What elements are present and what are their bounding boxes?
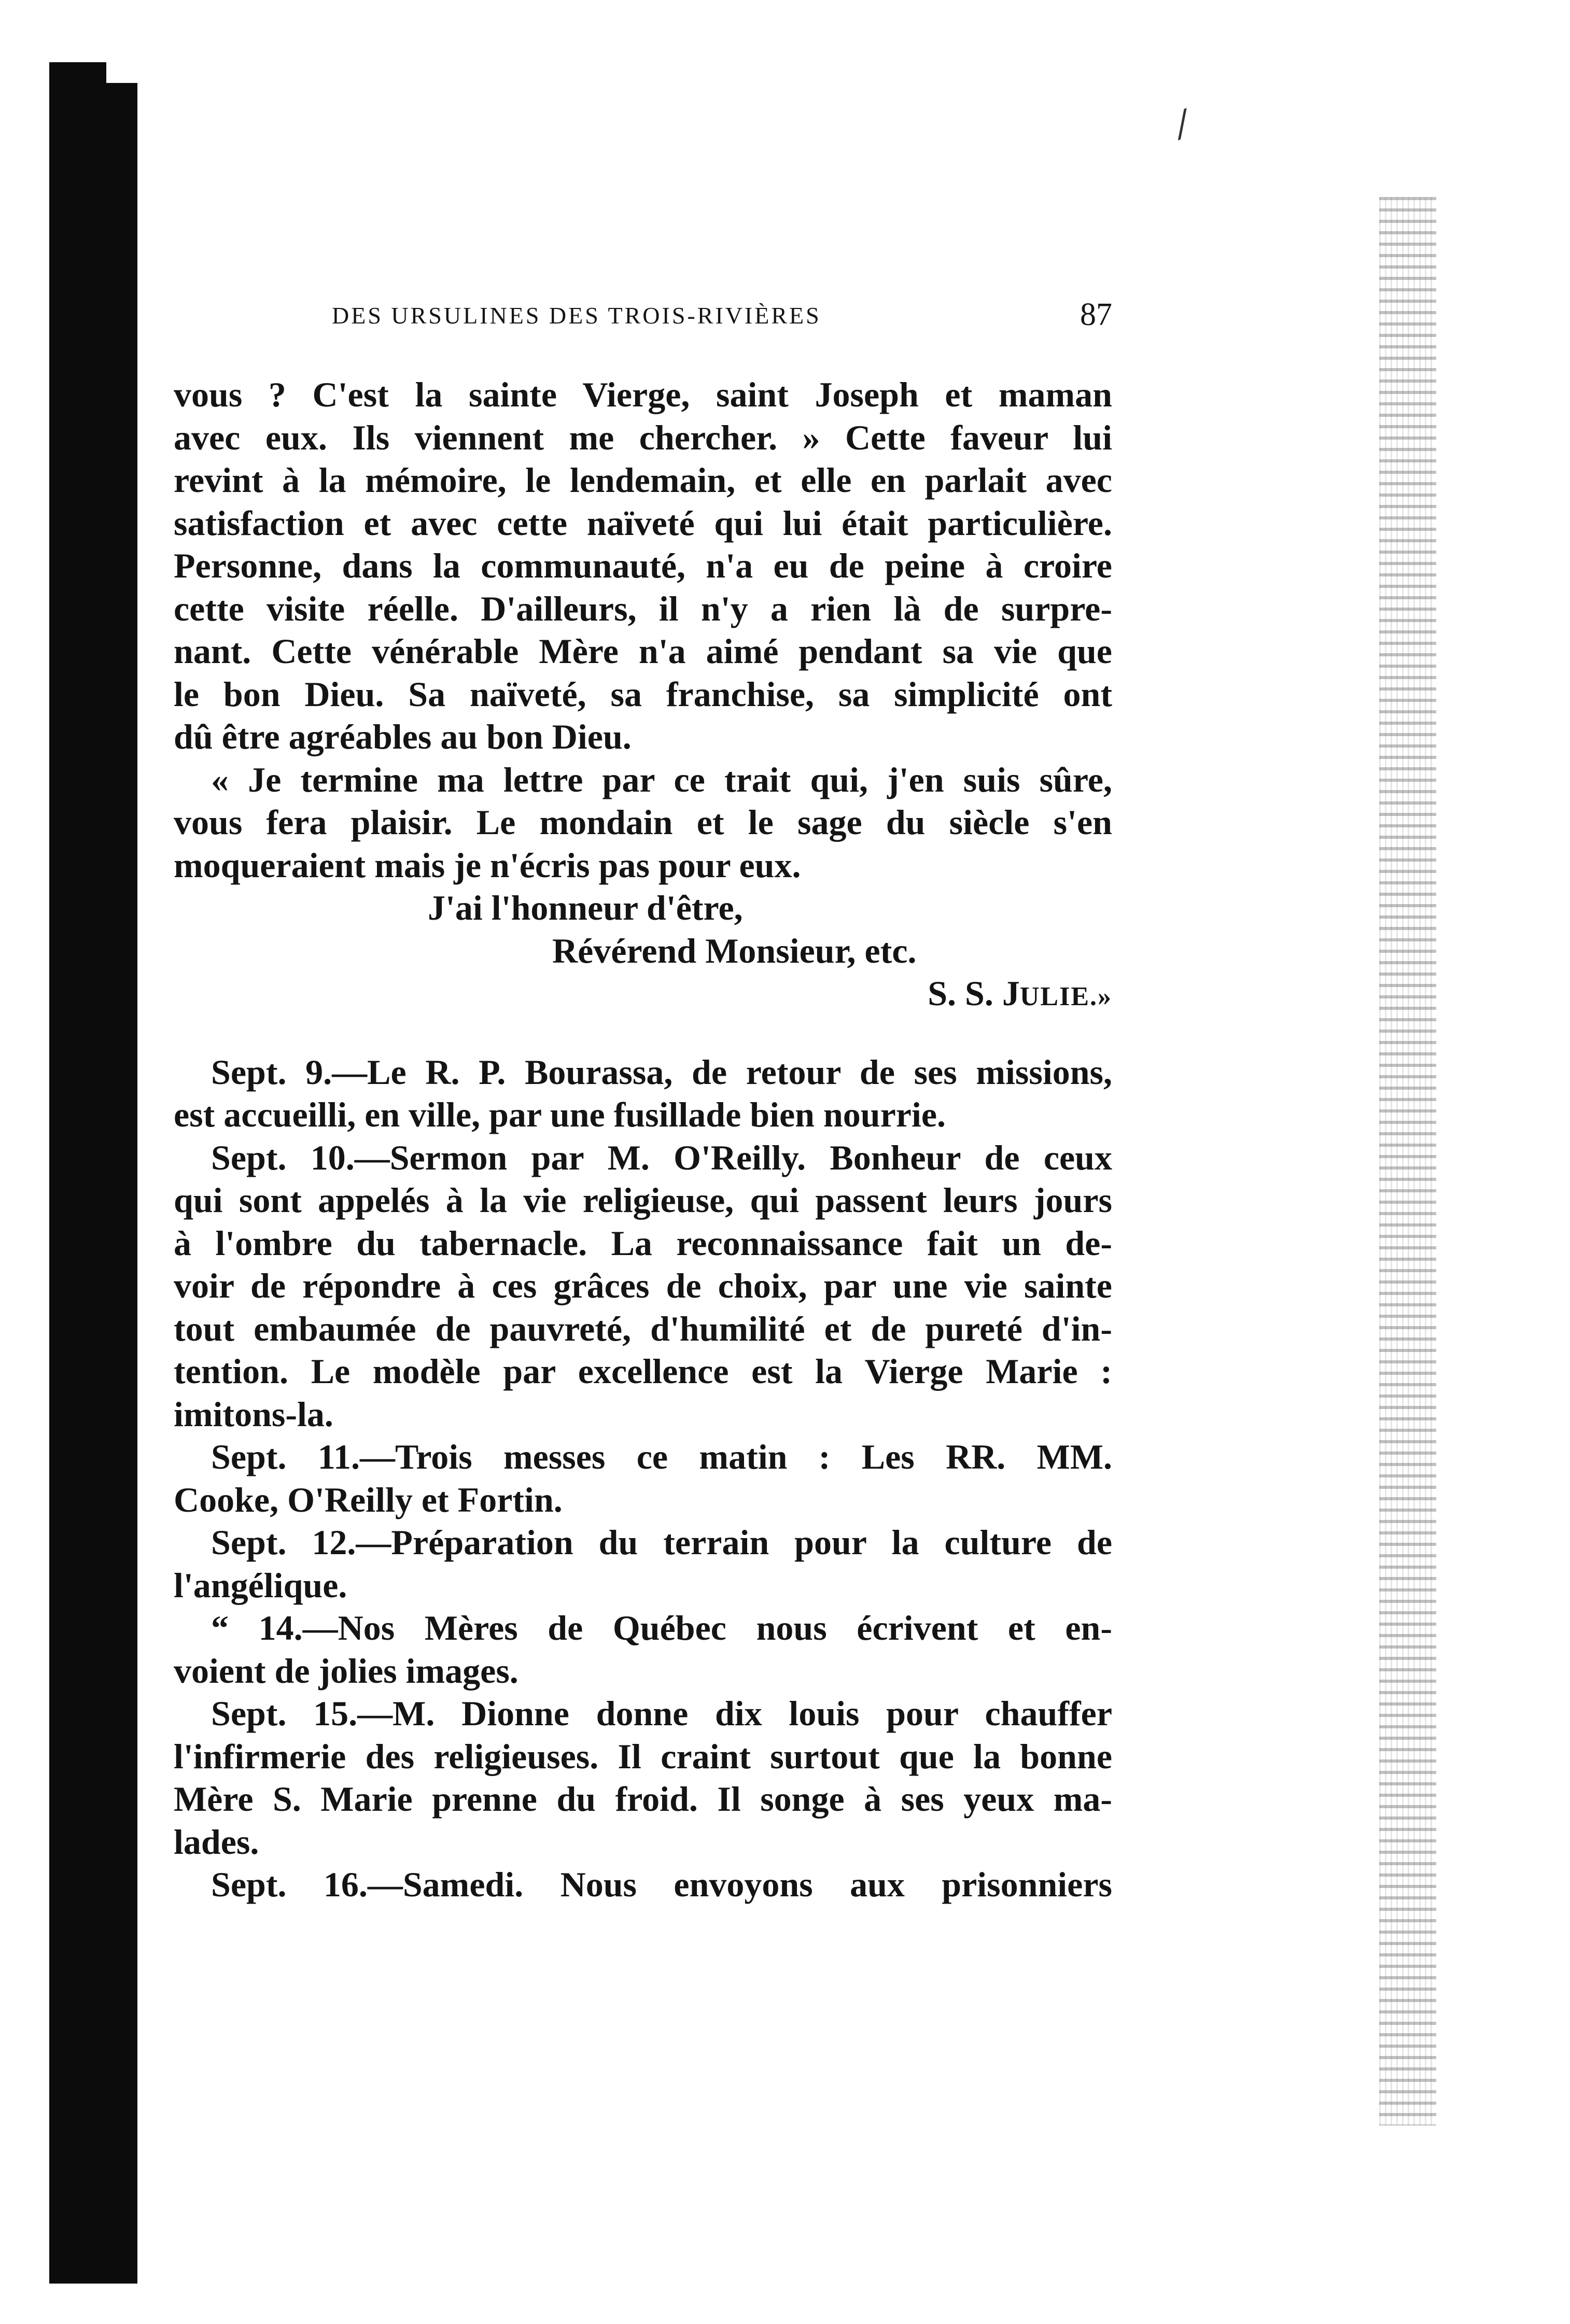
page-body <box>174 373 1112 1906</box>
entry-line: à l'ombre du tabernacle. La reconnaissance fait un de- <box>174 1223 1112 1263</box>
text-line: le bon Dieu. Sa naïveté, sa franchise, sa simplicité ont <box>174 674 1112 714</box>
text-line: vous fera plaisir. Le mondain et le sage du siècle s'en <box>174 802 1112 842</box>
entry-line: qui sont appelés à la vie religieuse, qui passent leurs jours <box>174 1180 1112 1220</box>
page-number: 87 <box>1080 297 1112 332</box>
entry-line: lades. <box>174 1822 259 1862</box>
entry-line: l'angélique. <box>174 1565 347 1605</box>
entry-line: Sept. 10.—Sermon par M. O'Reilly. Bonheur de ceux <box>211 1137 1112 1177</box>
entry-line: Sept. 12.—Préparation du terrain pour la culture de <box>211 1523 1112 1562</box>
entry-line: Sept. 16.—Samedi. Nous envoyons aux prisonniers <box>211 1865 1112 1904</box>
entry-line: tout embaumée de pauvreté, d'humilité et de pureté d'in- <box>174 1308 1112 1348</box>
page-edge-noise <box>1379 197 1436 2125</box>
entry-line: Cooke, O'Reilly et Fortin. <box>174 1480 563 1519</box>
binding-shadow <box>49 83 137 2284</box>
entry-line: Sept. 11.—Trois messes ce matin : Les RR. MM. <box>211 1437 1112 1476</box>
entry-line: imitons-la. <box>174 1394 333 1434</box>
entry-line: est accueilli, en ville, par une fusillade bien nourrie. <box>174 1095 946 1134</box>
closing-line: J'ai l'honneur d'être, <box>428 888 743 927</box>
section-gap <box>174 1019 1112 1051</box>
text-line: satisfaction et avec cette naïveté qui lui était particulière. <box>174 503 1112 543</box>
text-line: Personne, dans la communauté, n'a eu de peine à croire <box>174 546 1112 585</box>
text-line: dû être agréables au bon Dieu. <box>174 717 632 756</box>
signature-smallcaps: ULIE.» <box>1019 982 1112 1011</box>
text-line: nant. Cette vénérable Mère n'a aimé pendant sa vie que <box>174 631 1112 671</box>
text-line: « Je termine ma lettre par ce trait qui, j'en suis sûre, <box>211 759 1112 799</box>
signature <box>174 972 1112 1019</box>
text-line: cette visite réelle. D'ailleurs, il n'y a rien là de surpre- <box>174 588 1112 628</box>
text-line: moqueraient mais je n'écris pas pour eux. <box>174 845 801 885</box>
text-line: avec eux. Ils viennent me chercher. » Cette faveur lui <box>174 417 1112 457</box>
entry-line: “ 14.—Nos Mères de Québec nous écrivent et en- <box>211 1608 1112 1647</box>
running-title: DES URSULINES DES TROIS-RIVIÈRES <box>332 302 821 329</box>
entry-line: Sept. 9.—Le R. P. Bourassa, de retour de ses missions, <box>211 1052 1112 1092</box>
entry-line: Mère S. Marie prenne du froid. Il songe à ses yeux ma- <box>174 1779 1112 1819</box>
entry-line: voir de répondre à ces grâces de choix, par une vie sainte <box>174 1266 1112 1305</box>
signature-prefix: S. S. J <box>928 974 1020 1013</box>
entry-line: l'infirmerie des religieuses. Il craint surtout que la bonne <box>174 1736 1112 1776</box>
text-line: vous ? C'est la sainte Vierge, saint Joseph et maman <box>174 375 1112 414</box>
pencil-mark-icon: ⁄ <box>1172 104 1193 146</box>
entry-line: tention. Le modèle par excellence est la Vierge Marie : <box>174 1351 1112 1391</box>
closing-line: Révérend Monsieur, etc. <box>552 931 917 970</box>
page-header <box>332 297 1112 338</box>
entry-line: voient de jolies images. <box>174 1651 518 1691</box>
entry-line: Sept. 15.—M. Dionne donne dix louis pour chauffer <box>211 1694 1112 1733</box>
text-line: revint à la mémoire, le lendemain, et elle en parlait avec <box>174 460 1112 500</box>
